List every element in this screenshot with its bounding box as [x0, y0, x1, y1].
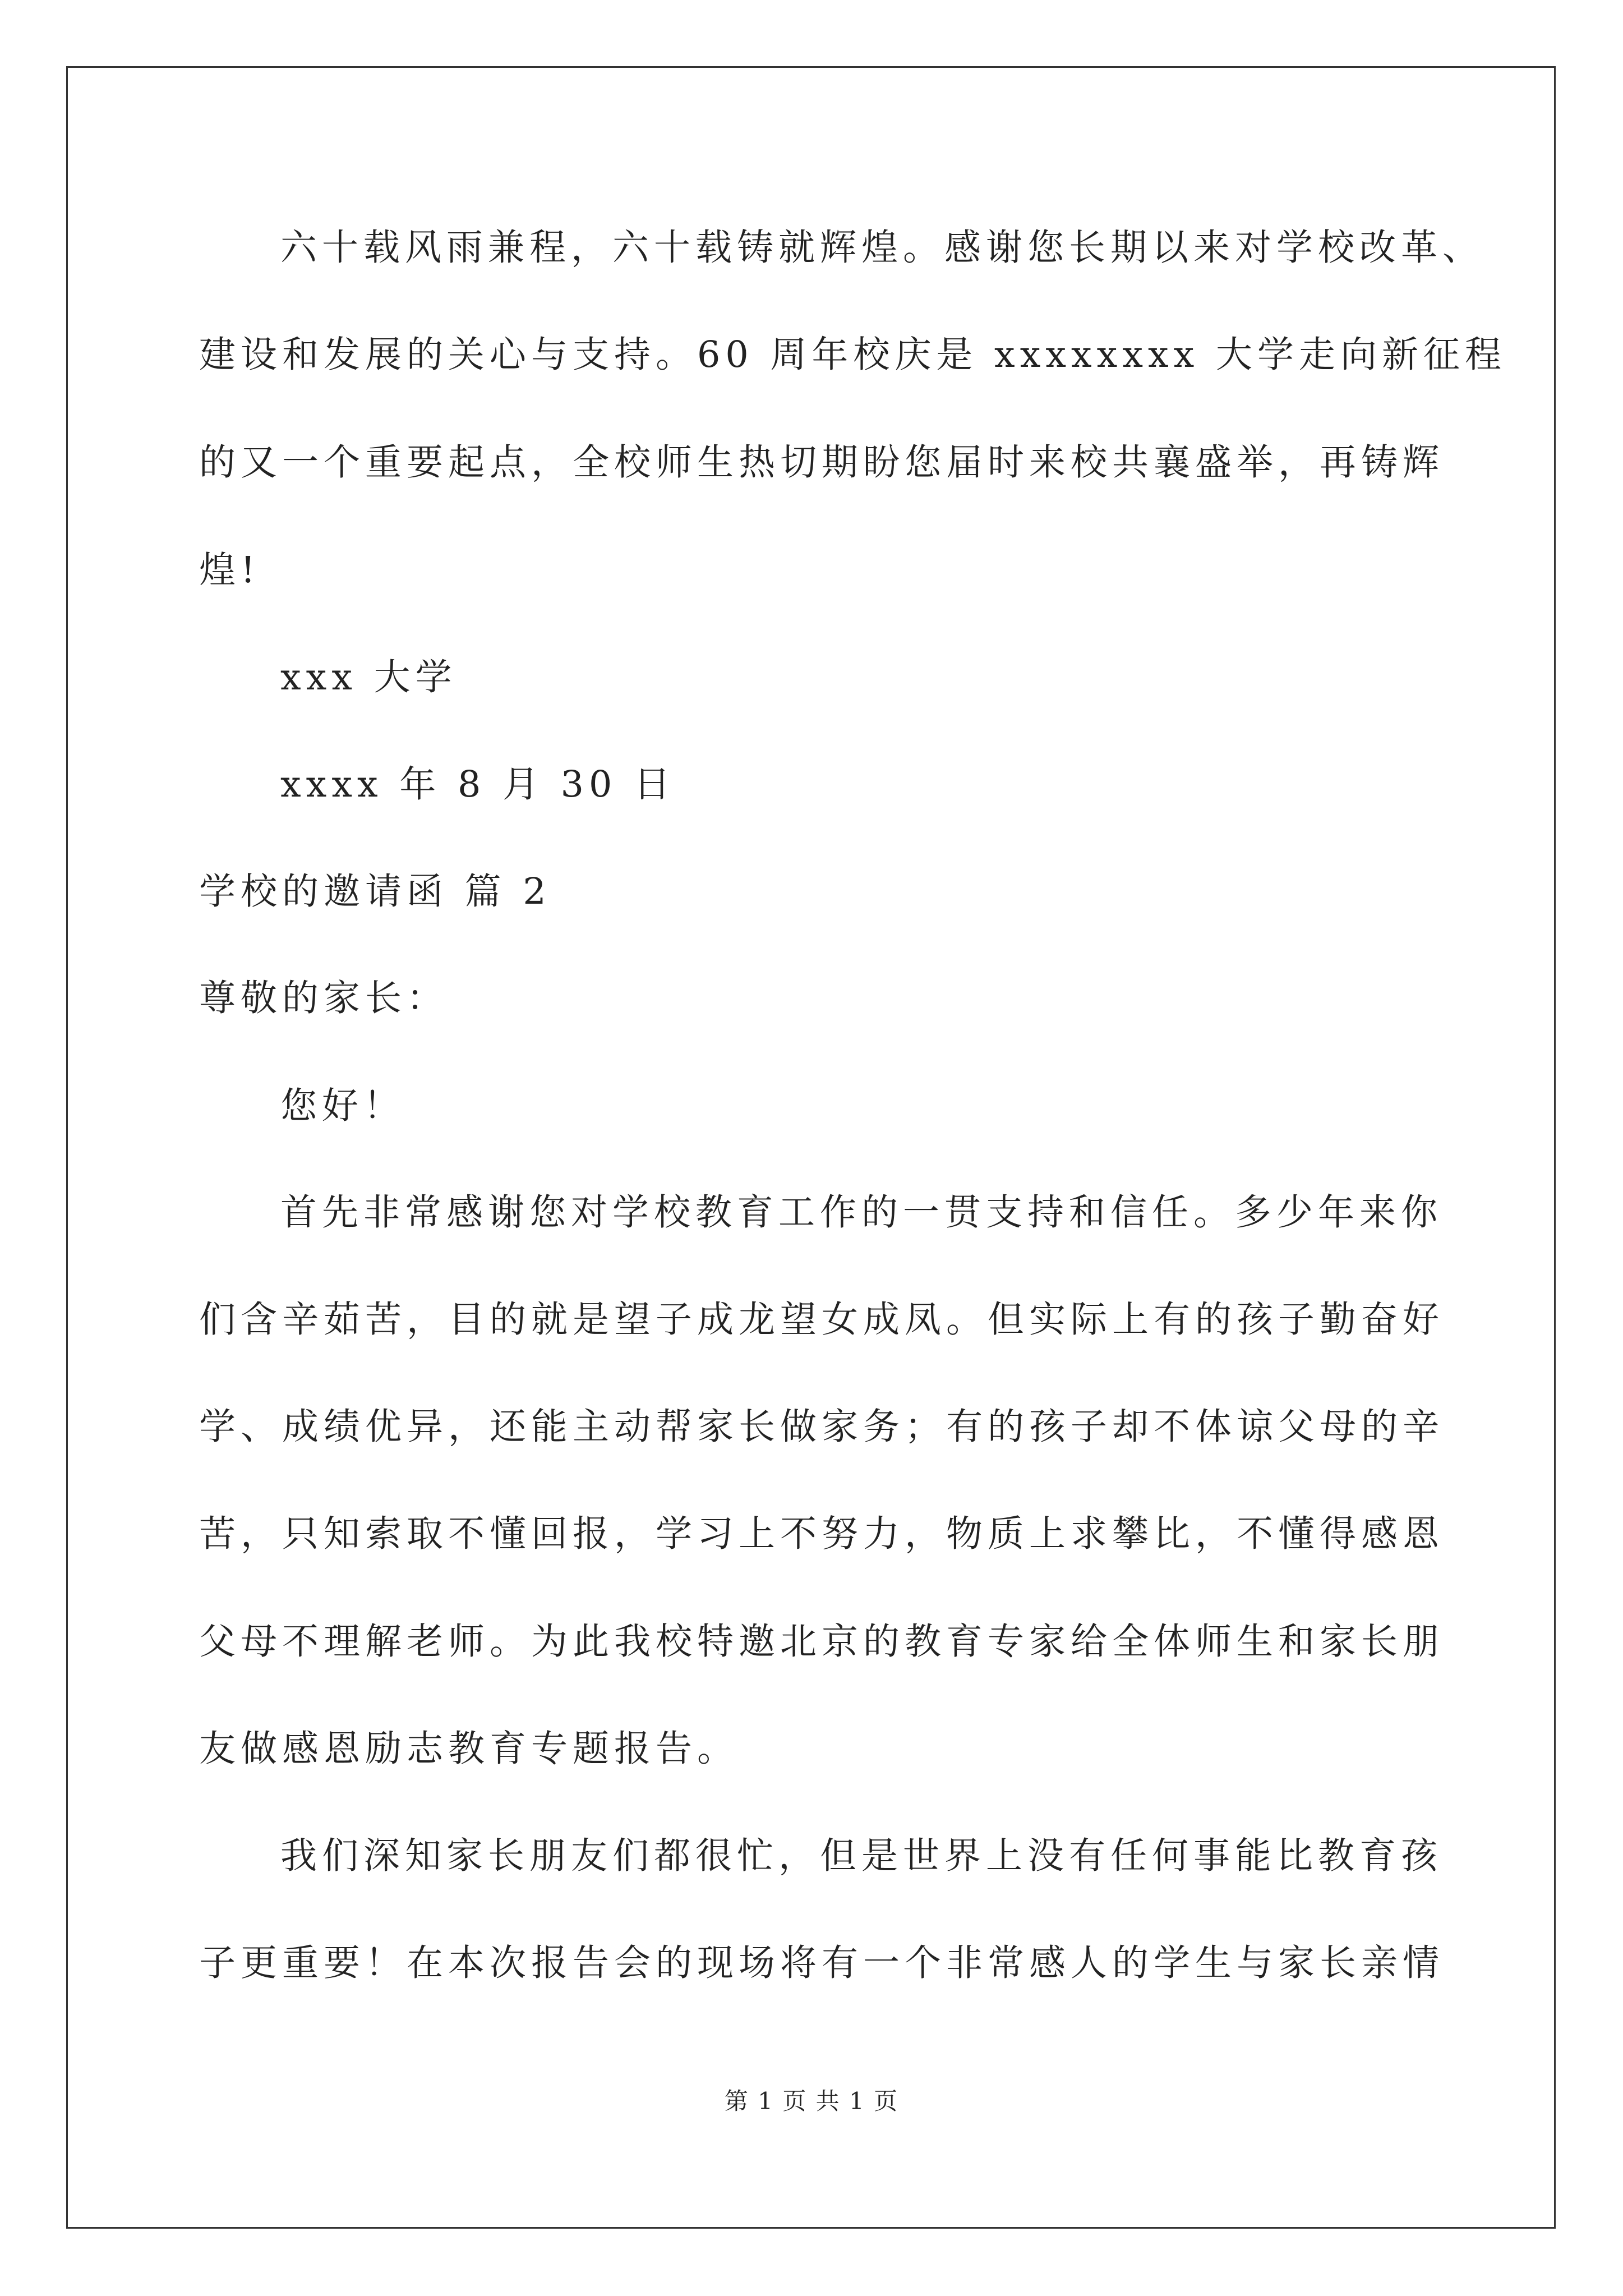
salutation: 尊敬的家长：: [199, 977, 449, 1019]
paragraph-line: 学、成绩优异，还能主动帮家长做家务；有的孩子却不体谅父母的辛: [199, 1406, 1445, 1448]
paragraph-line: 六十载风雨兼程，六十载铸就辉煌。感谢您长期以来对学校改革、: [280, 227, 1484, 269]
page-number-footer: 第 1 页 共 1 页: [724, 2087, 899, 2115]
signature-date: xxxx 年 8 月 30 日: [280, 763, 676, 806]
paragraph-line: 建设和发展的关心与支持。60 周年校庆是 xxxxxxxx 大学走向新征程: [199, 334, 1506, 376]
paragraph-line: 的又一个重要起点，全校师生热切期盼您届时来校共襄盛举，再铸辉: [199, 441, 1445, 484]
paragraph-line: 煌!: [199, 549, 261, 591]
signature-organization: xxx 大学: [280, 656, 457, 698]
section-heading: 学校的邀请函 篇 2: [199, 871, 551, 913]
paragraph-line: 父母不理解老师。为此我校特邀北京的教育专家给全体师生和家长朋: [199, 1621, 1445, 1663]
paragraph-line: 友做感恩励志教育专题报告。: [199, 1728, 739, 1770]
paragraph-line: 首先非常感谢您对学校教育工作的一贯支持和信任。多少年来你: [280, 1191, 1443, 1234]
page-border: [66, 66, 1556, 2229]
paragraph-line: 苦，只知索取不懂回报，学习上不努力，物质上求攀比，不懂得感恩: [199, 1513, 1445, 1555]
paragraph-line: 子更重要！在本次报告会的现场将有一个非常感人的学生与家长亲情: [199, 1942, 1445, 1984]
paragraph-line: 们含辛茹苦，目的就是望子成龙望女成凤。但实际上有的孩子勤奋好: [199, 1299, 1445, 1341]
paragraph-line: 我们深知家长朋友们都很忙，但是世界上没有任何事能比教育孩: [280, 1835, 1443, 1877]
greeting: 您好！: [280, 1085, 405, 1127]
